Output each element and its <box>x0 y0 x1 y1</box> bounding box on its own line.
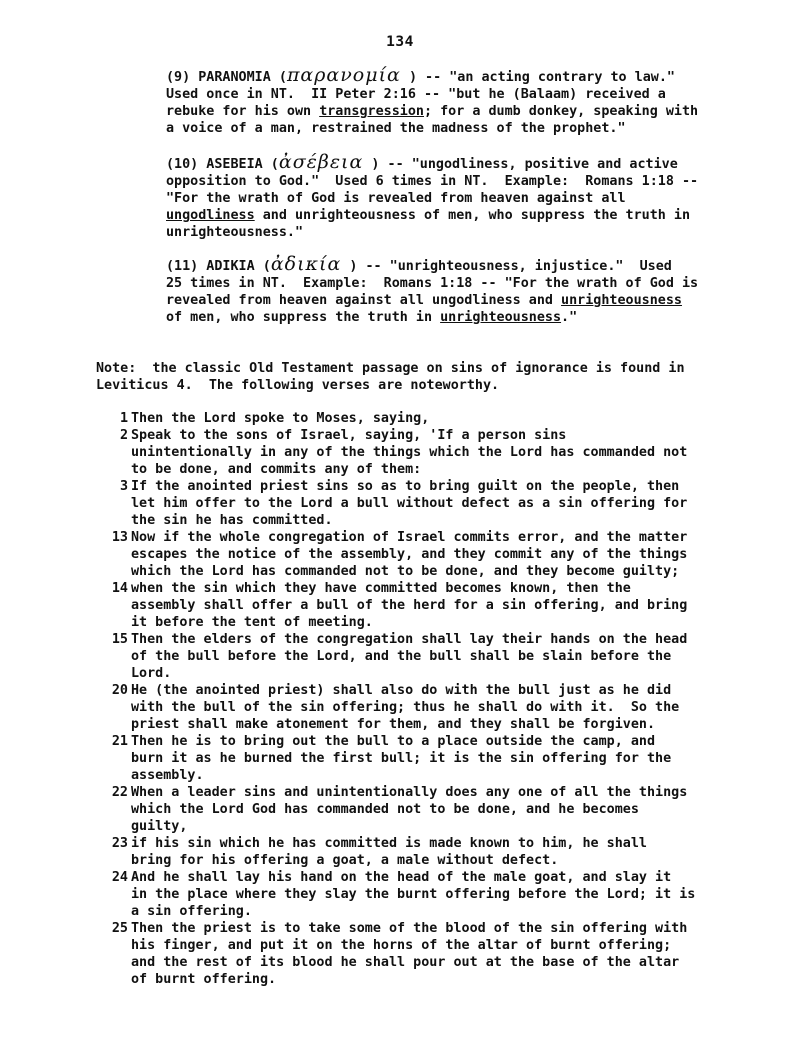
underlined-word: unrighteousness <box>440 310 562 325</box>
entry-line: ." <box>561 310 578 325</box>
verse-number: 13 <box>111 530 128 545</box>
verse-number: 15 <box>111 632 128 647</box>
entry-definition: ) -- "an acting contrary to law." <box>408 70 675 85</box>
underlined-word: unrighteousness <box>561 293 682 308</box>
entry-definition: ) -- "unrighteousness, injustice." Used <box>349 259 672 274</box>
note-line: Note: the classic Old Testament passage on sins of ignorance is found in <box>96 361 685 376</box>
verse-item <box>104 478 784 529</box>
verse-item <box>104 835 784 869</box>
verse-number: 14 <box>111 581 128 596</box>
entry-definition: ) -- "ungodliness, positive and active <box>371 157 678 172</box>
verse-text: Then the elders of the congregation shall lay their hands on the head of the bull before the Lord, and the bull shall be slain before the Lord. <box>131 632 688 681</box>
entry-asebeia <box>166 151 766 241</box>
entry-line: of men, who suppress the truth in <box>166 310 441 325</box>
verse-text: when the sin which they have committed becomes known, then the assembly shall offer a bull of the herd for a sin offering, and bring it before the tent of meeting. <box>131 581 688 630</box>
verse-item <box>104 920 784 988</box>
verse-number: 25 <box>111 921 128 936</box>
verse-item <box>104 580 784 631</box>
entry-line: ; for a dumb donkey, speaking with <box>424 104 699 119</box>
entry-heading: (11) ADIKIA ( <box>166 259 271 274</box>
verse-list <box>104 410 784 988</box>
verse-text: When a leader sins and unintentionally does any one of all the things which the Lord God has commanded not to be done, and he becomes guilty, <box>131 785 688 834</box>
verse-text: Speak to the sons of Israel, saying, 'If a person sins unintentionally in any of the things which the Lord has commanded not to be done, and commits any of them: <box>131 428 688 477</box>
greek-word: ἀδικία <box>270 253 342 275</box>
verse-number: 22 <box>111 785 128 800</box>
entry-line: opposition to God." Used 6 times in NT. Example: Romans 1:18 -- <box>166 174 699 189</box>
verse-number: 23 <box>111 836 128 851</box>
verse-number: 24 <box>111 870 128 885</box>
underlined-word: transgression <box>319 104 424 119</box>
verse-item <box>104 529 784 580</box>
underlined-word: ungodliness <box>166 208 255 223</box>
verse-item <box>104 784 784 835</box>
verse-item <box>104 682 784 733</box>
verse-text: He (the anointed priest) shall also do with the bull just as he did with the bull of the sin offering; thus he shall do with it. So the priest shall make atonement for them, and they shall be forgiven. <box>131 683 680 732</box>
verse-text: if his sin which he has committed is made known to him, he shall bring for his offering a goat, a male without defect. <box>131 836 647 868</box>
verse-number: 2 <box>119 428 128 443</box>
verse-number: 20 <box>111 683 128 698</box>
greek-word: ἀσέβεια <box>278 151 364 173</box>
entry-paranomia <box>166 64 766 137</box>
entry-line: a voice of a man, restrained the madness of the prophet." <box>166 121 626 136</box>
verse-text: Then the priest is to take some of the blood of the sin offering with his finger, and put it on the horns of the altar of burnt offering; and the rest of its blood he shall pour out at the base of the altar of burnt offering. <box>131 921 688 987</box>
entry-line: revealed from heaven against all ungodliness and <box>166 293 562 308</box>
note-paragraph <box>96 360 776 394</box>
entry-heading: (9) PARANOMIA ( <box>166 70 287 85</box>
verse-text: Now if the whole congregation of Israel commits error, and the matter escapes the notice of the assembly, and they commit any of the things which the Lord has commanded not to be done, and they become guilty; <box>131 530 688 579</box>
verse-item <box>104 410 784 427</box>
verse-item <box>104 869 784 920</box>
verse-item <box>104 427 784 478</box>
verse-number: 1 <box>119 411 128 426</box>
entry-line: and unrighteousness of men, who suppress the truth in <box>254 208 691 223</box>
entry-adikia <box>166 253 766 326</box>
verse-text: Then he is to bring out the bull to a place outside the camp, and burn it as he burned the first bull; it is the sin offering for the assembly. <box>131 734 672 783</box>
entry-line: 25 times in NT. Example: Romans 1:18 -- "For the wrath of God is <box>166 276 699 291</box>
entry-line: unrighteousness." <box>166 225 304 240</box>
note-line: Leviticus 4. The following verses are noteworthy. <box>96 378 500 393</box>
page-number: 134 <box>386 34 414 50</box>
verse-number: 21 <box>111 734 128 749</box>
entry-heading: (10) ASEBEIA ( <box>166 157 279 172</box>
verse-item <box>104 631 784 682</box>
entry-line: "For the wrath of God is revealed from heaven against all <box>166 191 626 206</box>
verse-item <box>104 733 784 784</box>
entry-line: Used once in NT. II Peter 2:16 -- "but he (Balaam) received a <box>166 87 666 102</box>
greek-word: παρανομία <box>286 64 401 86</box>
verse-text: And he shall lay his hand on the head of the male goat, and slay it in the place where they slay the burnt offering before the Lord; it is a sin offering. <box>131 870 696 919</box>
verse-text: If the anointed priest sins so as to bring guilt on the people, then let him offer to the Lord a bull without defect as a sin offering for the sin he has committed. <box>131 479 688 528</box>
verse-number: 3 <box>119 479 128 494</box>
entry-line: rebuke for his own <box>166 104 320 119</box>
verse-text: Then the Lord spoke to Moses, saying, <box>131 411 430 426</box>
